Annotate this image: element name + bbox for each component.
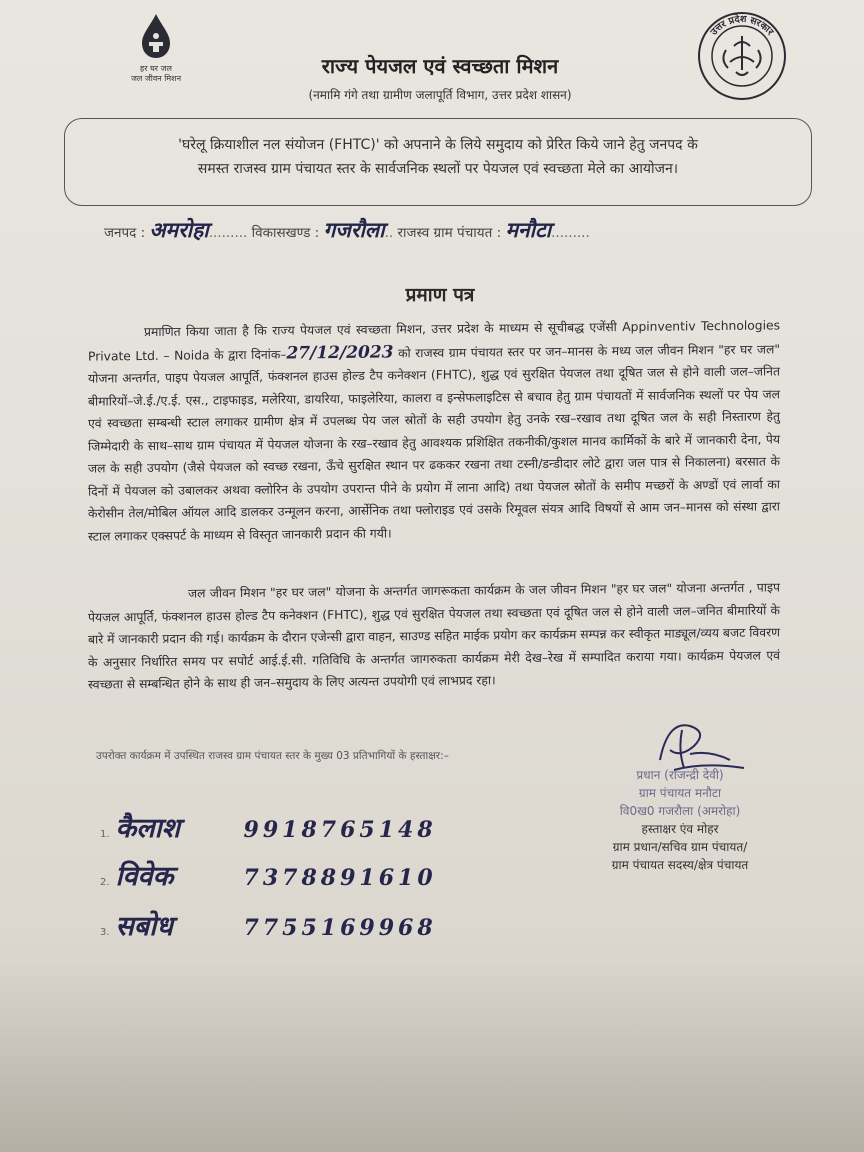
block-value: गजरौला <box>323 217 385 242</box>
attendee-phone: 7755169968 <box>243 915 437 941</box>
signatory-line-3: ग्राम पंचायत सदस्य/क्षेत्र पंचायत <box>611 858 749 872</box>
attendee-row: 2. विवेक 7378891610 <box>100 856 437 893</box>
banner-line-2: समस्त राजस्व ग्राम पंचायत स्तर के सार्वजनिक स्थलों पर पेयजल एवं स्वच्छता मेले का आयोजन। <box>197 161 679 177</box>
signatory-line-1: हस्ताक्षर एंव मोहर <box>641 822 719 836</box>
signatory-block <box>560 766 800 874</box>
emblem-text: उत्तर प्रदेश सरकार <box>708 13 776 38</box>
certificate-paragraph-2 <box>88 576 780 696</box>
stamp-line-3: वि0ख0 गजरौला (अमरोहा) <box>619 804 741 818</box>
district-value: अमरोहा <box>149 217 209 242</box>
district-label: जनपद : <box>104 225 146 241</box>
logo-caption-2: जल जीवन मिशन <box>130 74 182 83</box>
attendee-name: सबोध <box>115 911 173 942</box>
attendee-phone: 7378891610 <box>243 865 437 891</box>
stamp-line-2: ग्राम पंचायत मनौटा <box>638 786 722 800</box>
water-drop-icon <box>136 12 176 60</box>
stamp-line-1: प्रधान (राजन्द्री देवी) <box>636 768 724 782</box>
banner-line-1: 'घरेलू क्रियाशील नल संयोजन (FHTC)' को अपनाने के लिये समुदाय को प्रेरित किये जाने हेतु जनपद के <box>178 137 698 153</box>
paragraph1-intro: प्रमाणित किया जाता है कि राज्य पेयजल एवं स्वच्छता मिशन, उत्तर प्रदेश के माध्यम से सूचीबद्ध एजेंसी Appinventiv Technologies Private Ltd. – Noida के द्वारा दिनांक– <box>88 318 780 364</box>
page-title: राज्य पेयजल एवं स्वच्छता मिशन <box>321 54 559 78</box>
logo-caption-1: हर घर जल <box>140 64 172 73</box>
attendee-row: 3. सबोध 7755169968 <box>100 906 437 943</box>
attendees-note: उपरोक्त कार्यक्रम में उपस्थित राजस्व ग्राम पंचायत स्तर के मुख्य 03 प्रतिभागियों के हस्ताक्षर:– <box>96 750 449 762</box>
attendee-name: विवेक <box>115 861 174 892</box>
up-government-emblem <box>696 10 788 102</box>
event-banner <box>64 118 812 206</box>
photo-shadow <box>0 960 864 1152</box>
location-fields: जनपद : अमरोहा......... विकासखण्ड : गजरौला.. राजस्व ग्राम पंचायत : मनौटा......... <box>104 217 590 242</box>
attendee-phone: 9918765148 <box>243 817 437 843</box>
event-date: 27/12/2023 <box>286 341 394 364</box>
har-ghar-jal-logo <box>126 12 186 84</box>
certificate-heading: प्रमाण पत्र <box>405 284 475 306</box>
attendee-name: कैलाश <box>115 813 180 844</box>
certificate-paragraph-1 <box>88 314 780 547</box>
paragraph2-body: जल जीवन मिशन "हर घर जल" योजना के अन्तर्गत जागरूकता कार्यक्रम के जल जीवन मिशन "हर घर जल" योजना अन्तर्गत , पाइप पेयजल आपूर्ति, फंक्शनल हाउस होल्ड टैप कनेक्शन (FHTC), शुद्ध एवं सुरक्षित पेयजल तथा स्वच्छता एवं दूषित जल से होने वाली जल–जनित बीमारियों के बारे में जानकारी प्रदान की गई। कार्यक्रम के दौरान एजेन्सी द्वारा वाहन, साउण्ड सहित माईक प्रयोग कर कार्यक्रम सम्पन्न कर स्वीकृत माड्यूल/व्यय बजट विवरण के अनुसार निर्धारित समय पर सपोर्ट आई.ई.सी. गतिविधि के अन्तर्गत जागरुकता कार्यक्रम मेरी देख–रेख में सम्पादित कराया गया। कार्यक्रम पेयजल एवं स्वच्छता से सम्बन्धित होने के साथ ही जन–समुदाय के लिए अत्यन्त उपयोगी एवं लाभप्रद रहा। <box>88 580 780 692</box>
paragraph1-body: को राजस्व ग्राम पंचायत स्तर पर जन–मानस के मध्य जल जीवन मिशन "हर घर जल" योजना अन्तर्गत, पाइप पेयजल आपूर्ति, फंक्शनल हाउस होल्ड टैप कनेक्शन (FHTC), शुद्ध एवं सुरक्षित पेयजल तथा दूषित जल से होने वाली जल–जनित बीमारियों–जे.ई./ए.ई. एस., टाइफाइड, मलेरिया, डायरिया, फाइलेरिया, कालरा व इन्सेफलाइटिस से बचाव हेतु ग्राम पंचायतों में सार्वजनिक स्थलों पर पेय जल एवं स्वच्छता सम्बन्धी स्टाल लगाकर ग्रामीण क्षेत्र में उपलब्ध पेय जल स्रोतों के सही उपयोग हेतु उनके रख–रखाव तथा दूषित जल के सही निस्तारण हेतु जिम्मेदारी के साथ–साथ ग्राम पंचायत में पेयजल योजना के रख–रखाव हेतु आवश्यक प्रशिक्षित तकनीकी/कुशल मानव कार्मिकों के बारे में जानकारी देना, पेय जल के सही उपयोग (जैसे पेयजल को स्वच्छ रखना, ऊँचे सुरक्षित स्थान पर ढककर रखना तथा टस्नी/डन्डीदार लोटे द्वारा जल पात्र से निकालना) बरसात के दिनों में पेयजल को उबालकर अथवा क्लोरिन के उपयोग उपरान्त पीने के प्रयोग में लाना आदि) तथा पेयजल स्रोतों के समीप मच्छरों के अण्डों एवं लार्वा का केरोसीन तेल/मोबिल ऑयल आदि डालकर उन्मूलन करना, आर्सेनिक तथा फ्लोराइड एवं उसके रिमूवल संयत्र आदि विषयों से आम जन–मानस को संस्था द्वारा स्टाल लगाकर एक्सपर्ट के माध्यम से विस्तृत जानकारी प्रदान की गयी। <box>88 341 780 544</box>
block-label: विकासखण्ड : <box>251 225 320 241</box>
panchayat-value: मनौटा <box>505 217 552 242</box>
signatory-line-2: ग्राम प्रधान/सचिव ग्राम पंचायत/ <box>612 840 748 854</box>
attendee-row: 1. कैलाश 9918765148 <box>100 808 437 845</box>
page-subtitle: (नमामि गंगे तथा ग्रामीण जलापूर्ति विभाग, उत्तर प्रदेश शासन) <box>308 88 572 102</box>
panchayat-label: राजस्व ग्राम पंचायत : <box>397 225 502 241</box>
